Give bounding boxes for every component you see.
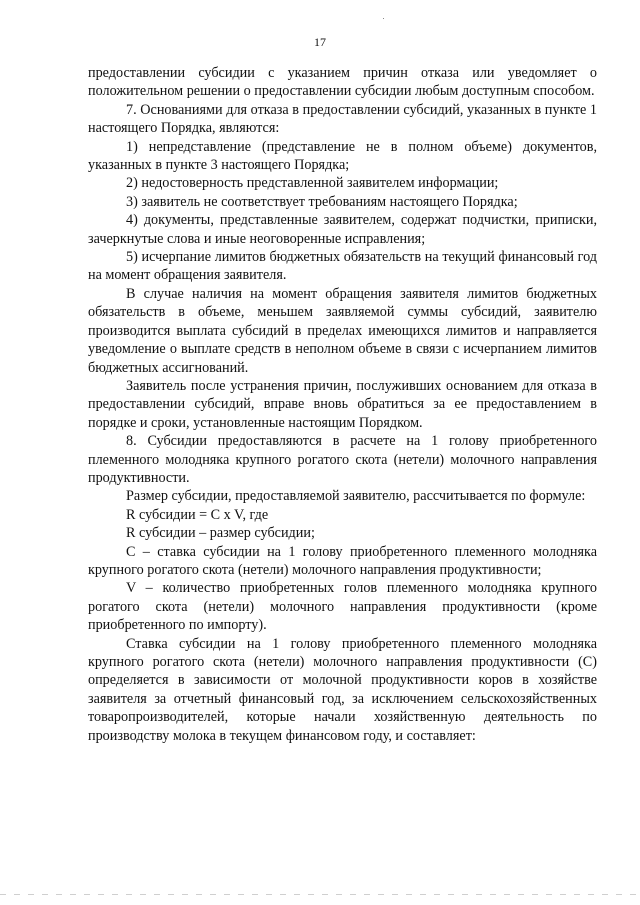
- paragraph: 8. Субсидии предоставляются в расчете на 1 голову приобретенного племенного молодняка крупного рогатого скота (нетели) молочного направления продуктивности.: [88, 433, 597, 486]
- formula-definition: C – ставка субсидии на 1 голову приобретенного племенного молодняка крупного рогатого скота (нетели) молочного направления продуктивности;: [88, 543, 597, 578]
- list-item: 1) непредставление (представление не в полном объеме) документов, указанных в пункте 3 настоящего Порядка;: [88, 138, 597, 174]
- list-item: 4) документы, представленные заявителем, содержат подчистки, приписки, зачеркнутые слова и иные неоговоренные исправления;: [88, 212, 597, 247]
- scan-edge: [0, 894, 640, 895]
- paragraph: 7. Основаниями для отказа в предоставлении субсидий, указанных в пункте 1 настоящего Порядка, являются:: [88, 101, 597, 137]
- paragraph: Заявитель после устранения причин, послуживших основанием для отказа в предоставлении субсидий, вправе вновь обратиться за ее предоставлением в порядке и сроки, установленные настоящим Порядком.: [88, 377, 597, 431]
- paragraph: Ставка субсидии на 1 голову приобретенного племенного молодняка крупного рогатого скота (нетели) молочного направления продуктивности (C) определяется в зависимости от молочной продуктивности коров в хозяйстве заявителя за отчетный финансовый год, за исключением сельскохозяйственных товаропроизводителей, которые начали хозяйственную деятельность по производству молока в текущем финансовом году, и составляет:: [88, 635, 597, 744]
- document-body: [88, 64, 597, 745]
- paragraph: В случае наличия на момент обращения заявителя лимитов бюджетных обязательств в объеме, меньшем заявляемой суммы субсидий, заявителю производится выплата субсидий в пределах имеющихся лимитов и направляется уведомление о выплате средств в неполном объеме в связи с исчерпанием лимитов бюджетных ассигнований.: [88, 285, 597, 376]
- list-item: 3) заявитель не соответствует требованиям настоящего Порядка;: [126, 193, 518, 210]
- scan-speck: [383, 18, 384, 19]
- paragraph: Размер субсидии, предоставляемой заявителю, рассчитывается по формуле:: [126, 488, 586, 505]
- paragraph: предоставлении субсидии с указанием причин отказа или уведомляет о положительном решении о предоставлении субсидии любым доступным способом.: [88, 65, 597, 100]
- formula-definition: R субсидии – размер субсидии;: [126, 525, 315, 542]
- formula-definition: V – количество приобретенных голов племенного молодняка крупного рогатого скота (нетели) молочного направления продуктивности (кроме приобретенного по импорту).: [88, 580, 597, 634]
- page-number: 17: [314, 35, 326, 49]
- formula: R субсидии = C x V, где: [126, 506, 269, 523]
- list-item: 5) исчерпание лимитов бюджетных обязательств на текущий финансовый год на момент обращения заявителя.: [88, 249, 597, 284]
- list-item: 2) недостоверность представленной заявителем информации;: [126, 175, 499, 192]
